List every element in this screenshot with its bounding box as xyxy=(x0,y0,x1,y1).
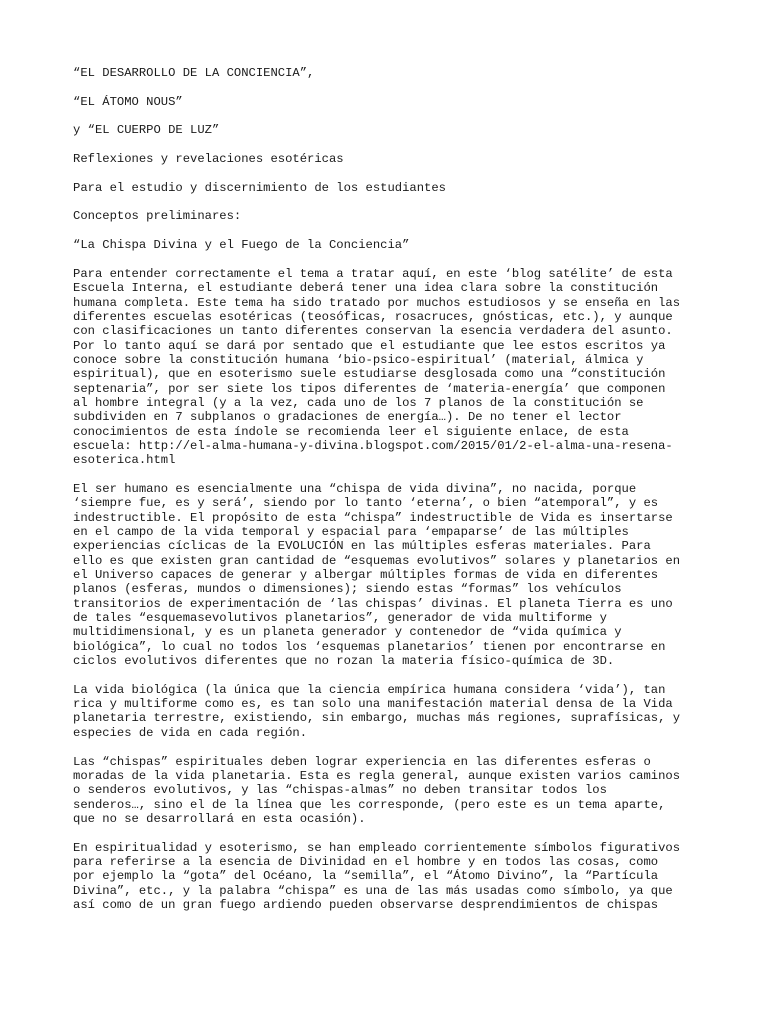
text-line: ello es que existen gran cantidad de “esquemas evolutivos” solares y planetarios en xyxy=(73,553,681,568)
text-line: La vida biológica (la única que la ciencia empírica humana considera ‘vida’), tan xyxy=(73,682,666,697)
text-line: espiritual), que en esoterismo suele estudiarse desglosada como una “constitución xyxy=(73,367,666,382)
document-page xyxy=(73,66,713,927)
body-paragraph xyxy=(73,841,713,913)
text-line: diferentes escuelas esotéricas (teosóficas, rosacruces, gnósticas, etc.), y aunque xyxy=(73,309,673,324)
text-line: Las “chispas” espirituales deben lograr experiencia en las diferentes esferas o xyxy=(73,754,651,769)
heading-line xyxy=(73,152,713,166)
text-line: Por lo tanto aquí se dará por sentado que el estudiante que lee estos escritos ya xyxy=(73,338,666,353)
heading-line xyxy=(73,181,713,195)
heading-line xyxy=(73,66,713,80)
text-line: moradas de la vida planetaria. Esta es regla general, aunque existen varios caminos xyxy=(73,768,681,783)
text-line: planos (esferas, mundos o dimensiones); siendo estas “formas” los vehículos xyxy=(73,582,622,597)
text-line: así como de un gran fuego ardiendo pueden observarse desprendimientos de chispas xyxy=(73,897,659,912)
text-line: Para entender correctamente el tema a tratar aquí, en este ‘blog satélite’ de esta xyxy=(73,266,673,281)
text-line: ciclos evolutivos diferentes que no rozan la materia físico-química de 3D. xyxy=(73,654,615,669)
text-line: conocimientos de esta índole se recomienda leer el siguiente enlace, de esta xyxy=(73,424,629,439)
text-line: Reflexiones y revelaciones esotéricas xyxy=(73,152,344,167)
text-line: Escuela Interna, el estudiante deberá tener una idea clara sobre la constitución xyxy=(73,281,659,296)
text-line: “La Chispa Divina y el Fuego de la Conciencia” xyxy=(73,238,410,253)
text-line: rica y multiforme como es, es tan solo una manifestación material densa de la Vida xyxy=(73,697,673,712)
text-line: transitorios de experimentación de ‘las chispas’ divinas. El planeta Tierra es uno xyxy=(73,596,673,611)
text-line: y “EL CUERPO DE LUZ” xyxy=(73,123,220,138)
heading-line xyxy=(73,95,713,109)
text-line: En espiritualidad y esoterismo, se han empleado corrientemente símbolos figurativos xyxy=(73,840,681,855)
body-paragraph xyxy=(73,482,713,668)
text-line: conoce sobre la constitución humana ‘bio-psico-espiritual’ (material, álmica y xyxy=(73,352,644,367)
text-line: Conceptos preliminares: xyxy=(73,209,242,224)
heading-line xyxy=(73,123,713,137)
heading-line xyxy=(73,238,713,252)
text-line: indestructible. El propósito de esta “chispa” indestructible de Vida es insertarse xyxy=(73,510,673,525)
text-line: El ser humano es esencialmente una “chispa de vida divina”, no nacida, porque xyxy=(73,481,637,496)
text-line: esoterica.html xyxy=(73,453,176,468)
text-line: en el campo de la vida temporal y espacial para ‘empaparse’ de las múltiples xyxy=(73,525,629,539)
text-line: por ejemplo la “gota” del Océano, la “semilla”, el “Átomo Divino”, la “Partícula xyxy=(73,869,659,884)
text-line: senderos…, sino el de la línea que les corresponde, (pero este es un tema aparte, xyxy=(73,797,666,812)
text-line: biológica”, lo cual no todos los ‘esquemas planetarios’ tienen por encontrarse en xyxy=(73,639,666,654)
text-line: experiencias cíclicas de la EVOLUCIÓN en las múltiples esferas materiales. Para xyxy=(73,539,651,554)
body-paragraph xyxy=(73,683,713,740)
text-line: septenaria”, por ser siete los tipos diferentes de ‘materia-energía’ que componen xyxy=(73,381,666,396)
body-paragraph xyxy=(73,755,713,827)
heading-line xyxy=(73,209,713,223)
text-line: Divina”, etc., y la palabra “chispa” es una de las más usadas como símbolo, ya que xyxy=(73,883,673,898)
text-line: de tales “esquemasevolutivos planetarios”, generador de vida multiforme y xyxy=(73,611,607,626)
text-line: el Universo capaces de generar y albergar múltiples formas de vida en diferentes xyxy=(73,568,659,583)
text-line: al hombre integral (y a la vez, cada uno de los 7 planos de la constitución se xyxy=(73,395,644,410)
text-line: que no se desarrollará en esta ocasión). xyxy=(73,811,366,826)
text-line: humana completa. Este tema ha sido tratado por muchos estudiosos y se enseña en las xyxy=(73,295,681,310)
body-paragraph xyxy=(73,267,713,468)
text-line: escuela: http://el-alma-humana-y-divina.blogspot.com/2015/01/2-el-alma-una-resena- xyxy=(73,438,673,453)
text-line: especies de vida en cada región. xyxy=(73,725,308,740)
text-line: “EL ÁTOMO NOUS” xyxy=(73,94,183,109)
text-line: con clasificaciones un tanto diferentes conservan la esencia verdadera del asunto. xyxy=(73,324,673,339)
text-line: subdividen en 7 subplanos o gradaciones de energía…). De no tener el lector xyxy=(73,410,622,425)
text-line: multidimensional, y es un planeta generador y contenedor de “vida química y xyxy=(73,625,622,640)
text-line: Para el estudio y discernimiento de los estudiantes xyxy=(73,180,446,195)
text-line: para referirse a la esencia de Divinidad en el hombre y en todos las cosas, como xyxy=(73,854,659,869)
text-line: “EL DESARROLLO DE LA CONCIENCIA”, xyxy=(73,66,315,80)
text-line: o senderos evolutivos, y las “chispas-almas” no deben transitar todos los xyxy=(73,783,607,798)
text-line: planetaria terrestre, existiendo, sin embargo, muchas más regiones, suprafísicas, y xyxy=(73,711,681,726)
text-line: ‘siempre fue, es y será’, siendo por lo tanto ‘eterna’, o bien “atemporal”, y es xyxy=(73,496,659,511)
